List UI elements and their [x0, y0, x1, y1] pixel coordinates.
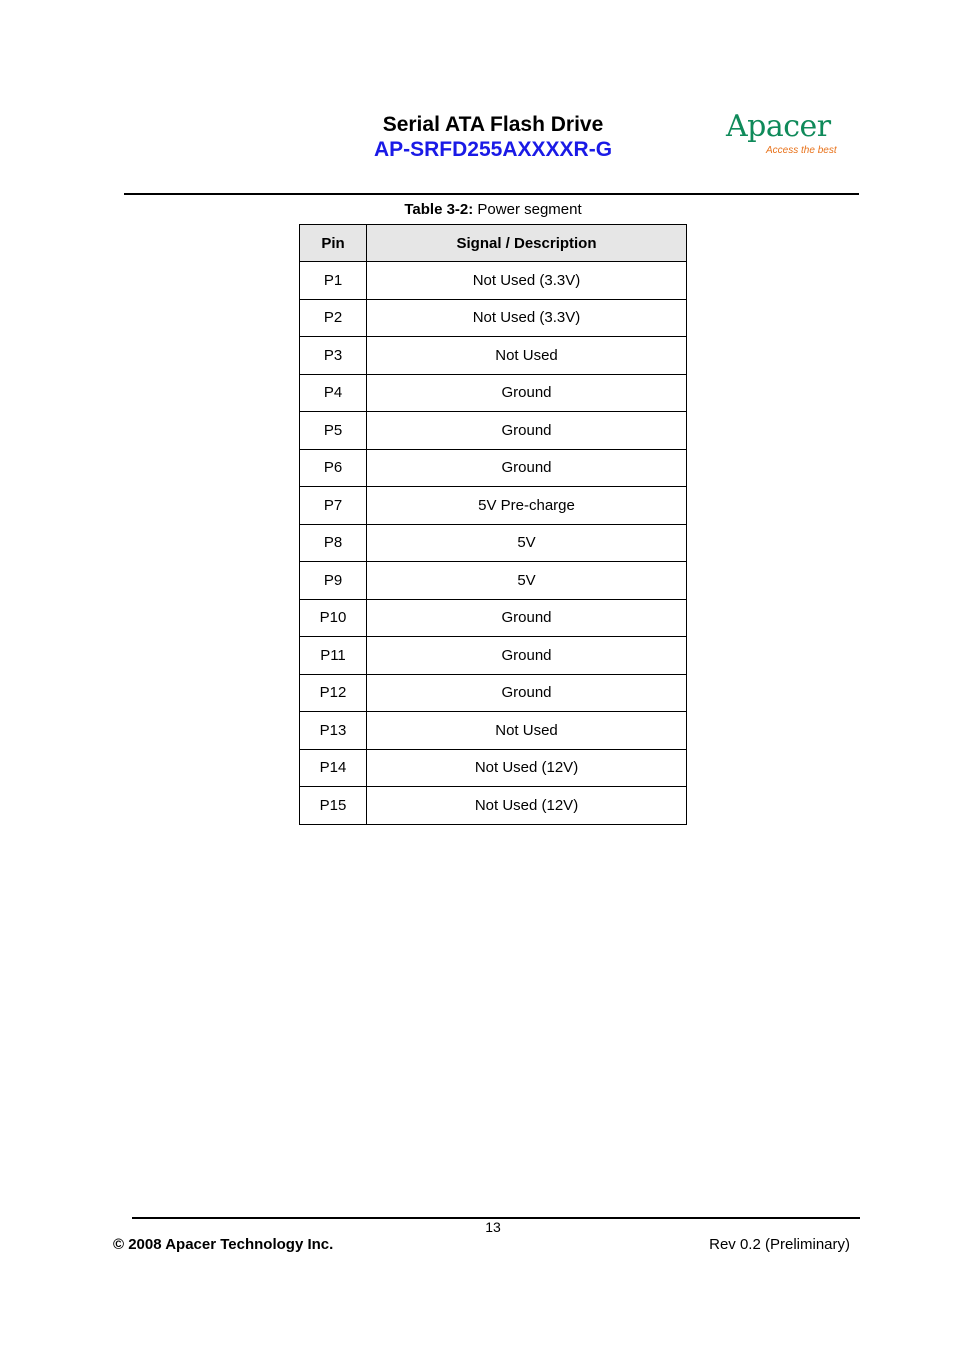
table-row: [300, 449, 687, 487]
signal-cell: Not Used (3.3V): [367, 299, 687, 337]
table-caption: [0, 201, 954, 219]
table-row: [300, 524, 687, 562]
copyright-notice: © 2008 Apacer Technology Inc.: [113, 1236, 334, 1253]
pin-cell: P2: [300, 299, 367, 337]
signal-cell: 5V Pre-charge: [367, 487, 687, 525]
table-row: [300, 599, 687, 637]
pin-cell: P11: [300, 637, 367, 675]
signal-cell: 5V: [367, 524, 687, 562]
power-segment-table: [299, 224, 687, 825]
table-row: [300, 787, 687, 825]
table-row: [300, 562, 687, 600]
pin-cell: P14: [300, 749, 367, 787]
page-number: 13: [485, 1219, 501, 1235]
pin-cell: P15: [300, 787, 367, 825]
signal-cell: Ground: [367, 599, 687, 637]
column-header-pin: Pin: [300, 225, 367, 262]
signal-cell: Not Used (12V): [367, 787, 687, 825]
pin-cell: P3: [300, 337, 367, 375]
column-header-signal: Signal / Description: [367, 225, 687, 262]
signal-cell: Not Used: [367, 712, 687, 750]
pin-cell: P12: [300, 674, 367, 712]
table-row: [300, 749, 687, 787]
logo-wordmark: Apacer: [726, 109, 831, 144]
table-row: [300, 299, 687, 337]
signal-cell: Ground: [367, 449, 687, 487]
pin-cell: P4: [300, 374, 367, 412]
header-divider: [124, 193, 859, 195]
signal-cell: Ground: [367, 637, 687, 675]
pin-cell: P5: [300, 412, 367, 450]
signal-cell: Ground: [367, 674, 687, 712]
table-row: [300, 412, 687, 450]
pin-cell: P6: [300, 449, 367, 487]
table-row: [300, 487, 687, 525]
table-row: [300, 674, 687, 712]
table-header-row: [300, 225, 687, 262]
table-caption-text: Power segment: [473, 201, 582, 218]
pin-cell: P10: [300, 599, 367, 637]
signal-cell: Ground: [367, 374, 687, 412]
pin-cell: P13: [300, 712, 367, 750]
signal-cell: Not Used: [367, 337, 687, 375]
table-row: [300, 637, 687, 675]
table-caption-label: Table 3-2:: [404, 201, 474, 218]
table-row: [300, 374, 687, 412]
pin-cell: P9: [300, 562, 367, 600]
table-row: [300, 712, 687, 750]
logo-tagline: Access the best: [766, 145, 837, 156]
signal-cell: Not Used (12V): [367, 749, 687, 787]
table-row: [300, 337, 687, 375]
pin-cell: P1: [300, 262, 367, 300]
revision-label: Rev 0.2 (Preliminary): [709, 1236, 850, 1253]
table-row: [300, 262, 687, 300]
document-title: Serial ATA Flash Drive: [382, 113, 604, 136]
signal-cell: Not Used (3.3V): [367, 262, 687, 300]
pin-cell: P8: [300, 524, 367, 562]
pin-cell: P7: [300, 487, 367, 525]
signal-cell: 5V: [367, 562, 687, 600]
product-model: AP-SRFD255AXXXXR-G: [373, 138, 613, 161]
signal-cell: Ground: [367, 412, 687, 450]
apacer-logo: [722, 108, 842, 160]
